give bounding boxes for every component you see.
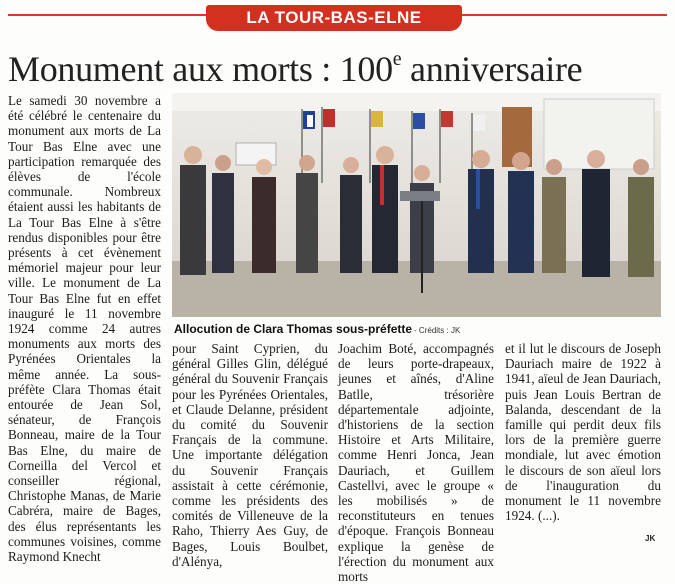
headline-main: Monument aux morts : 100 <box>8 49 393 89</box>
caption-text: Allocution de Clara Thomas sous-préfette <box>174 322 413 336</box>
section-banner: LA TOUR-BAS-ELNE <box>206 5 462 31</box>
article-column-1: Le samedi 30 novembre a été célébré le centenaire du monument aux morts de La Tour Bas Elne avec une participation remarquée des élèves de l'école communale. Nombreux étaient aussi les habitants de La Tour Bas Elne à s'être rendus disponibles pour être présents à cet évènement mémoriel majeur pour leur ville. Le monument de La Tour Bas Elne fut en effet inauguré le 11 novembre 1924 comme 24 autres monuments aux morts des Pyrénées Orientales la même année. La sous-préfète Clara Thomas était entourée de Jean Sol, sénateur, de François Bonneau, maire de la Tour Bas Elne, du maire de Corneilla del Vercol et conseiller régional, Christophe Manas, de Marie Cabréra, maire de Bages, des élus représentants les communes voisines, comme Raymond Knecht <box>8 93 161 565</box>
ceremony-photo-illustration <box>172 93 661 317</box>
ceremony-photo <box>172 93 661 317</box>
article-column-2: pour Saint Cyprien, du général Gilles Glin, délégué général du Souvenir Français pour les Pyrénées Orientales, et Claude Delanne, président du comité du Souvenir Français de la commune. Une importante délégation du Souvenir Français assistait à cette cérémonie, comme les présidents des comités de Villeneuve de la Raho, Thierry Aes Guy, de Bages, Louis Boulbet, d'Alénya, <box>172 341 328 569</box>
headline-sup: e <box>392 48 402 70</box>
photo-caption <box>174 320 661 336</box>
article-column-4: et il lut le discours de Joseph Dauriach maire de 1922 à 1941, aïeul de Jean Dauriach, puis Jean Louis Bertran de Balanda, descendant de la famille qui perdit deux fils lors de la première guerre mondiale, lut avec émotion le discours de son aïeul lors de l'inauguration du monument le 11 novembre 1924. (...). <box>505 341 661 524</box>
author-signature: JK <box>645 534 656 543</box>
headline-rest: anniversaire <box>401 49 583 89</box>
photo-credit: - Crédits : JK <box>414 326 461 335</box>
article-headline <box>8 40 667 91</box>
article-column-3: Joachim Boté, accompagnés de leurs porte-drapeaux, jeunes et aînés, d'Aline Batlle, trésorière départementale adjointe, d'historiens de la section Histoire et Arts Militaire, comme Henri Jonca, Jean Dauriach, et Guillem Castellvi, avec le groupe « les mobilisés » de reconstituteurs en tenues d'époque. François Bonneau explique la genèse de l'érection du monument aux morts <box>338 341 494 584</box>
